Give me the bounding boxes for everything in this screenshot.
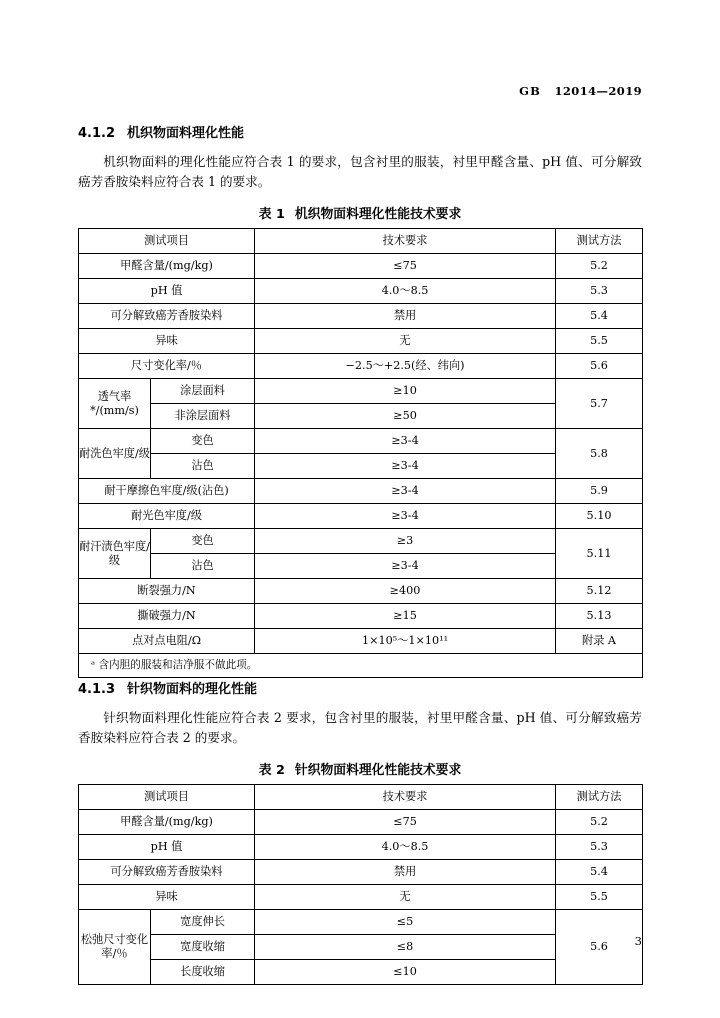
cell-item: 耐干摩擦色牢度/级(沾色) <box>79 479 255 504</box>
table-row <box>79 479 643 504</box>
table-header-row <box>79 785 643 810</box>
page-content <box>78 0 642 1018</box>
standard-number: 12014—2019 <box>554 84 642 98</box>
table2-wrapper <box>78 784 642 985</box>
cell-sublabel: 沾色 <box>151 554 255 579</box>
table1-header-item: 测试项目 <box>79 229 255 254</box>
section-paragraph-413 <box>78 708 642 749</box>
table-row <box>79 329 643 354</box>
cell-req: 无 <box>255 885 556 910</box>
cell-sublabel: 非涂层面料 <box>151 404 255 429</box>
cell-req: 1×10⁵～1×10¹¹ <box>255 629 556 654</box>
cell-req: 禁用 <box>255 304 556 329</box>
cell-req: ≥50 <box>255 404 556 429</box>
cell-method: 5.2 <box>556 810 643 835</box>
cell-req: ≥10 <box>255 379 556 404</box>
section-title-412: 机织物面料理化性能 <box>127 126 245 141</box>
cell-req: ≤75 <box>255 254 556 279</box>
cell-method: 5.10 <box>556 504 643 529</box>
section-number-412: 4.1.2 <box>78 126 116 141</box>
cell-item: 耐洗色牢度/级 <box>79 429 151 479</box>
cell-item: 透气率*/(mm/s) <box>79 379 151 429</box>
table2-header-method: 测试方法 <box>556 785 643 810</box>
cell-req: 4.0～8.5 <box>255 835 556 860</box>
table1-caption-number: 表 1 <box>258 207 285 222</box>
cell-item: 尺寸变化率/％ <box>79 354 255 379</box>
table-row <box>79 379 643 404</box>
cell-method: 5.2 <box>556 254 643 279</box>
cell-method: 5.13 <box>556 604 643 629</box>
table-row <box>79 604 643 629</box>
table1-caption <box>78 203 642 222</box>
cell-item: 异味 <box>79 329 255 354</box>
table2-caption <box>78 759 642 778</box>
table1-footnote: ᵃ 含内胆的服装和洁净服不做此项。 <box>79 654 643 678</box>
cell-req: 禁用 <box>255 860 556 885</box>
cell-req: ≤75 <box>255 810 556 835</box>
table-row <box>79 810 643 835</box>
table2-caption-text: 针织物面料理化性能技术要求 <box>294 763 462 778</box>
cell-item: 松弛尺寸变化率/％ <box>79 910 151 985</box>
table1 <box>78 228 643 678</box>
table1-header-method: 测试方法 <box>556 229 643 254</box>
page-number: 3 <box>634 934 642 948</box>
cell-req: 无 <box>255 329 556 354</box>
table1-caption-text: 机织物面料理化性能技术要求 <box>294 207 462 222</box>
table-row <box>79 504 643 529</box>
table-footnote-row <box>79 654 643 678</box>
cell-sublabel: 沾色 <box>151 454 255 479</box>
cell-method: 5.8 <box>556 429 643 479</box>
cell-item: 断裂强力/N <box>79 579 255 604</box>
cell-req: ≥3 <box>255 529 556 554</box>
cell-item: 异味 <box>79 885 255 910</box>
section-heading-412 <box>78 122 642 141</box>
cell-req: ≥3-4 <box>255 454 556 479</box>
cell-item: 撕破强力/N <box>79 604 255 629</box>
cell-method: 5.4 <box>556 304 643 329</box>
cell-req: ≥3-4 <box>255 554 556 579</box>
cell-req: ≥3-4 <box>255 504 556 529</box>
table-row <box>79 835 643 860</box>
cell-method: 5.11 <box>556 529 643 579</box>
cell-sublabel: 宽度收缩 <box>151 935 255 960</box>
page-header <box>519 84 642 98</box>
cell-req: ≥3-4 <box>255 429 556 454</box>
table-header-row <box>79 229 643 254</box>
table-row <box>79 279 643 304</box>
table-row <box>79 354 643 379</box>
cell-req: −2.5～+2.5(经、纬向) <box>255 354 556 379</box>
paragraph-text-412: 机织物面料的理化性能应符合表 1 的要求，包含衬里的服装，衬里甲醛含量、pH 值、可分解致癌芳香胺染料应符合表 1 的要求。 <box>78 154 642 190</box>
standard-code: GB <box>519 84 542 98</box>
cell-item: 甲醛含量/(mg/kg) <box>79 254 255 279</box>
table2-caption-number: 表 2 <box>258 763 285 778</box>
table2-header-req: 技术要求 <box>255 785 556 810</box>
cell-req: ≤8 <box>255 935 556 960</box>
cell-sublabel: 变色 <box>151 529 255 554</box>
cell-req: 4.0～8.5 <box>255 279 556 304</box>
section-paragraph-412 <box>78 152 642 193</box>
paragraph-text-413: 针织物面料理化性能应符合表 2 要求，包含衬里的服装，衬里甲醛含量、pH 值、可分解致癌芳香胺染料应符合表 2 的要求。 <box>78 710 642 746</box>
section-heading-413 <box>78 678 642 697</box>
table2 <box>78 784 643 985</box>
cell-item: pH 值 <box>79 835 255 860</box>
cell-req: ≤10 <box>255 960 556 985</box>
cell-method: 5.7 <box>556 379 643 429</box>
cell-req: ≥15 <box>255 604 556 629</box>
table-row <box>79 429 643 454</box>
table-row <box>79 529 643 554</box>
cell-sublabel: 宽度伸长 <box>151 910 255 935</box>
cell-method: 5.5 <box>556 885 643 910</box>
cell-item: 耐光色牢度/级 <box>79 504 255 529</box>
cell-method: 5.3 <box>556 279 643 304</box>
table1-wrapper <box>78 228 642 678</box>
cell-method: 5.5 <box>556 329 643 354</box>
cell-method: 5.6 <box>556 354 643 379</box>
cell-sublabel: 涂层面料 <box>151 379 255 404</box>
table-row <box>79 860 643 885</box>
cell-method: 5.12 <box>556 579 643 604</box>
section-title-413: 针织物面料的理化性能 <box>127 682 258 697</box>
cell-method: 5.3 <box>556 835 643 860</box>
cell-method: 5.9 <box>556 479 643 504</box>
cell-item: pH 值 <box>79 279 255 304</box>
cell-item: 点对点电阻/Ω <box>79 629 255 654</box>
cell-item: 甲醛含量/(mg/kg) <box>79 810 255 835</box>
table-row <box>79 629 643 654</box>
table2-header-item: 测试项目 <box>79 785 255 810</box>
cell-req: ≤5 <box>255 910 556 935</box>
table-row <box>79 910 643 935</box>
cell-sublabel: 变色 <box>151 429 255 454</box>
cell-method: 附录 A <box>556 629 643 654</box>
cell-item: 耐汗渍色牢度/级 <box>79 529 151 579</box>
table-row <box>79 254 643 279</box>
table-row <box>79 579 643 604</box>
table-row <box>79 304 643 329</box>
cell-item: 可分解致癌芳香胺染料 <box>79 860 255 885</box>
cell-item: 可分解致癌芳香胺染料 <box>79 304 255 329</box>
section-number-413: 4.1.3 <box>78 682 116 697</box>
cell-method: 5.4 <box>556 860 643 885</box>
table-row <box>79 885 643 910</box>
cell-method: 5.6 <box>556 910 643 985</box>
table1-header-req: 技术要求 <box>255 229 556 254</box>
cell-req: ≥400 <box>255 579 556 604</box>
cell-req: ≥3-4 <box>255 479 556 504</box>
cell-sublabel: 长度收缩 <box>151 960 255 985</box>
